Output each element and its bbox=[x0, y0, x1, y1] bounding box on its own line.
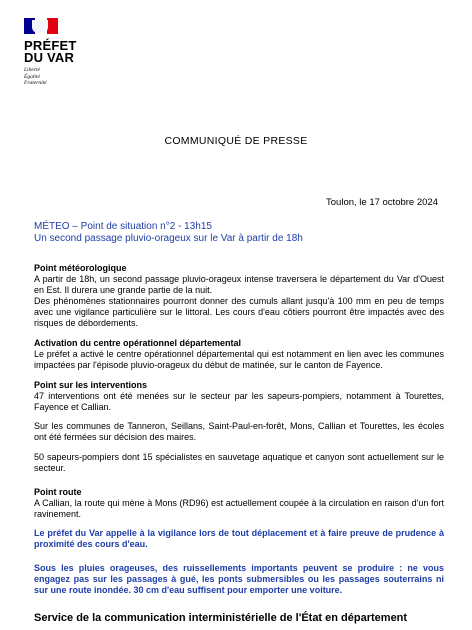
section-heading: Point route bbox=[34, 487, 82, 497]
prefecture-logo bbox=[24, 18, 104, 98]
document-date: Toulon, le 17 octobre 2024 bbox=[326, 197, 438, 208]
subject-block bbox=[34, 221, 444, 245]
motto-fraternite: Fraternité bbox=[24, 80, 47, 86]
document-title: COMMUNIQUÉ DE PRESSE bbox=[164, 135, 308, 147]
logo-line-2: DU VAR bbox=[24, 50, 75, 65]
paragraph: Le préfet a activé le centre opérationnel départemental qui est notamment en lien avec les communes impactées par l'épisode pluvio-orageux du début de matinée, sur le canton de Fayence. bbox=[34, 349, 444, 370]
warning-ruissellements: Sous les pluies orageuses, des ruissellements importants peuvent se produire : ne vous engagez pas sur les passages à gué, les ponts submersibles ou les passages souterrains ni sur une route inondée. 30 cm d'eau suffisent pour emporter une voiture. bbox=[34, 563, 444, 595]
motto-egalite: Égalité bbox=[24, 73, 40, 80]
warning-vigilance: Le préfet du Var appelle à la vigilance lors de tout déplacement et à faire preuve de prudence à proximité des cours d'eau. bbox=[34, 528, 444, 549]
section-heading: Point sur les interventions bbox=[34, 380, 148, 390]
logo-text bbox=[24, 40, 76, 64]
section-route bbox=[34, 487, 444, 520]
subject-line-2: Un second passage pluvio-orageux sur le Var à partir de 18h bbox=[34, 233, 303, 244]
section-heading: Activation du centre opérationnel départemental bbox=[34, 338, 242, 348]
paragraph: A Callian, la route qui mène à Mons (RD96) est actuellement coupée à la circulation en raison d'un fort ravinement. bbox=[34, 498, 444, 519]
subject-line-1: MÉTEO – Point de situation n°2 - 13h15 bbox=[34, 221, 212, 232]
section-heading: Point météorologique bbox=[34, 263, 127, 273]
paragraph: A partir de 18h, un second passage pluvio-orageux intense traversera le département du Var d'Ouest en Est. Il durera une grande partie de la nuit. bbox=[34, 274, 444, 295]
marianne-flag-icon bbox=[24, 18, 58, 34]
footer-service: Service de la communication interministérielle de l'État en département bbox=[34, 612, 408, 624]
paragraph: 50 sapeurs-pompiers dont 15 spécialistes en sauvetage aquatique et canyon sont actuellement sur le secteur. bbox=[34, 452, 444, 473]
paragraph: Des phénomènes stationnaires pourront donner des cumuls allant jusqu'à 100 mm en peu de temps avec une vigilance particulière sur le littoral. Les cours d'eau côtiers pourront être impactés avec des risques de débordements. bbox=[34, 296, 444, 328]
republic-motto bbox=[24, 67, 47, 87]
paragraph: Sur les communes de Tanneron, Seillans, Saint-Paul-en-forêt, Mons, Callian et Tourettes, les écoles ont été fermées sur décision des maires. bbox=[34, 421, 444, 442]
logo-line-1: PRÉFET bbox=[24, 38, 77, 53]
section-interventions bbox=[34, 380, 444, 413]
section-centre bbox=[34, 338, 444, 371]
section-meteo bbox=[34, 263, 444, 329]
paragraph: 47 interventions ont été menées sur le secteur par les sapeurs-pompiers, notamment à Tourettes, Fayence et Callian. bbox=[34, 391, 444, 412]
motto-liberte: Liberté bbox=[24, 67, 40, 73]
